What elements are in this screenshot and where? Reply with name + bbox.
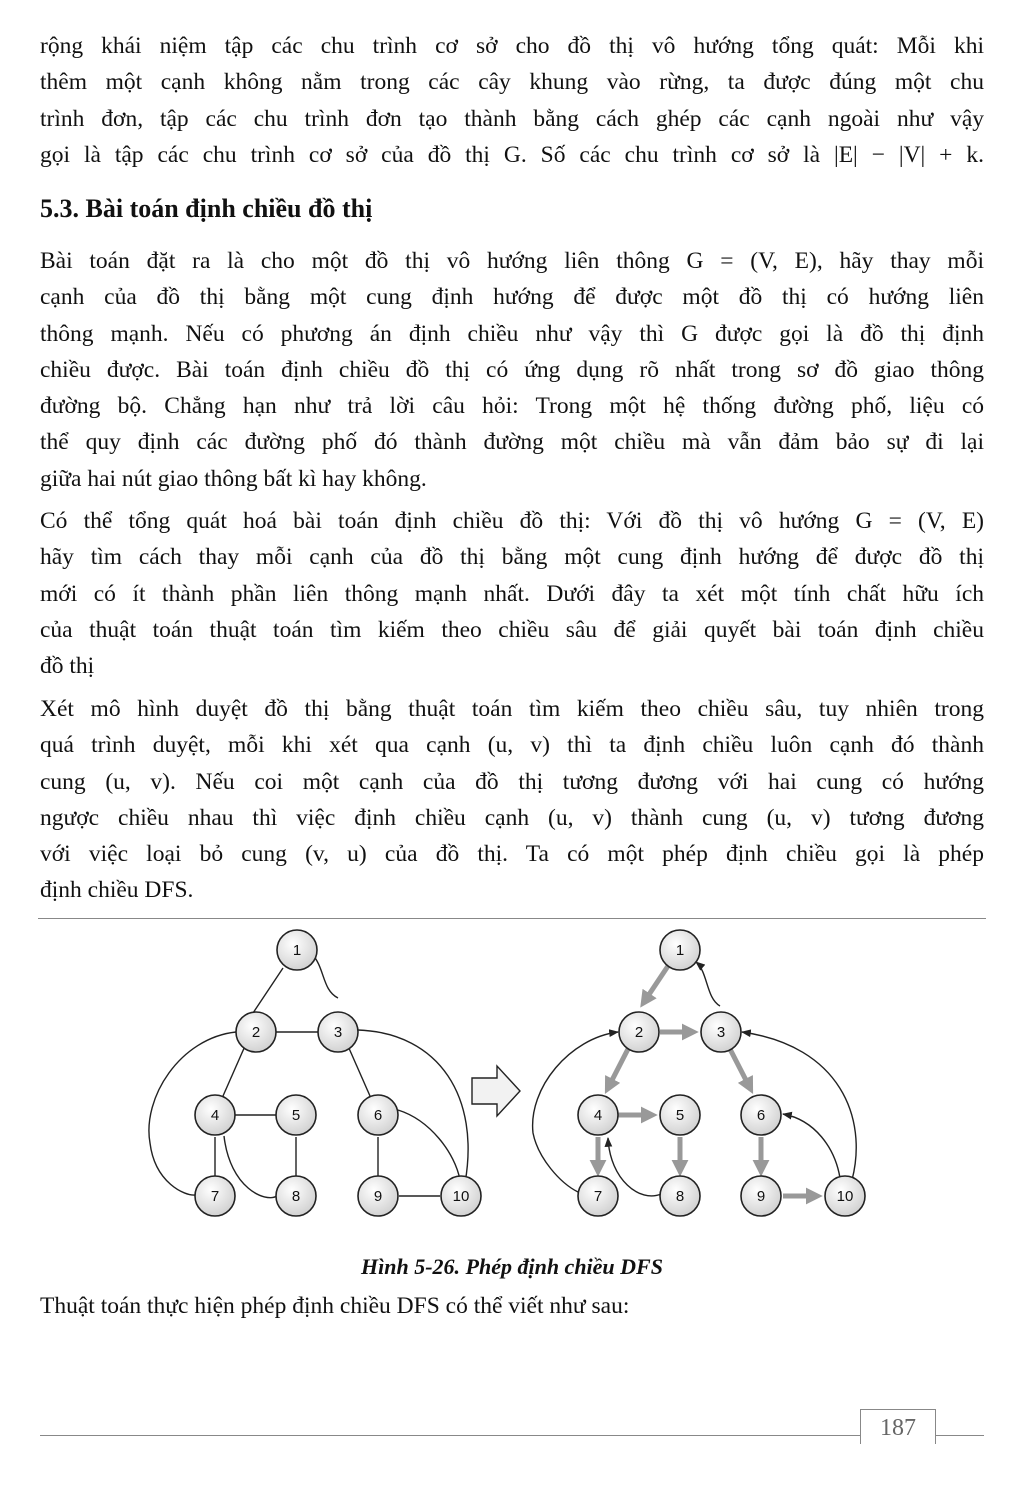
right-node-9 [741, 1176, 781, 1216]
paragraph-problem [40, 243, 984, 497]
right-node-5-label: 5 [675, 1107, 685, 1124]
left-node-10 [441, 1176, 481, 1216]
intro-line-1: rộng khái niệm tập các chu trình cơ sở cho đồ thị vô hướng tổng quát: Mỗi khi [40, 33, 984, 59]
para2-line-4: của thuật toán thuật toán tìm kiếm theo chiều sâu để giải quyết bài toán định chiều [40, 616, 984, 643]
para3-line-2: quá trình duyệt, mỗi khi xét qua cạnh (u, v) thì ta định chiều luôn cạnh đó thành [40, 732, 984, 759]
left-node-10-label: 10 [452, 1188, 470, 1205]
para3-line-5: với việc loại bỏ cung (v, u) của đồ thị. Ta có một phép định chiều gọi là phép [40, 841, 984, 868]
left-node-7-label: 7 [210, 1188, 220, 1205]
para3-line-6: định chiều DFS. [40, 877, 194, 904]
para3-line-4: ngược chiều nhau thì việc định chiều cạnh (u, v) thành cung (u, v) tương đương [40, 804, 984, 831]
intro-line-4: gọi là tập các chu trình cơ sở của đồ thị G. Số các chu trình cơ sở là |E| − |V| + k. [40, 141, 984, 168]
undirected-graph [149, 954, 468, 1198]
intro-line-2: thêm một cạnh không nằm trong các cây khung vào rừng, ta được đúng một chu [40, 69, 984, 96]
para1-line-7: giữa hai nút giao thông bất kì hay không. [40, 465, 427, 492]
oriented-graph-tree-arcs [598, 966, 816, 1196]
para3-line-1: Xét mô hình duyệt đồ thị bằng thuật toán tìm kiếm theo chiều sâu, tuy nhiên trong [40, 696, 984, 722]
left-node-4-label: 4 [210, 1107, 220, 1124]
para1-line-2: cạnh của đồ thị bằng một cung định hướng để được một đồ thị có hướng liên [40, 284, 984, 311]
closing-paragraph [40, 1288, 984, 1324]
para2-line-3: mới có ít thành phần liên thông mạnh nhất. Dưới đây ta xét một tính chất hữu ích [40, 580, 984, 607]
right-node-9-label: 9 [756, 1188, 766, 1205]
right-node-2-label: 2 [634, 1024, 644, 1041]
right-node-6 [741, 1095, 781, 1135]
para2-line-2: hãy tìm cách thay mỗi cạnh của đồ thị bằng một cung định hướng để được đồ thị [40, 544, 984, 571]
left-node-9-label: 9 [373, 1188, 383, 1205]
right-node-1-label: 1 [675, 942, 685, 959]
oriented-graph-nodes [578, 930, 865, 1216]
figure-caption: Hình 5-26. Phép định chiều DFS [361, 1254, 663, 1279]
edge-3-6 [348, 1046, 370, 1096]
right-node-3-label: 3 [716, 1024, 726, 1041]
left-node-5 [276, 1095, 316, 1135]
tree-arc-2-4 [608, 1049, 628, 1088]
left-node-2 [236, 1012, 276, 1052]
para2-line-5: đồ thị [40, 653, 95, 680]
intro-line-3: trình đơn, tập các chu trình đơn tạo thành bằng cách ghép các cạnh ngoài như vậy [40, 105, 984, 132]
right-node-5 [660, 1095, 700, 1135]
transform-arrow-icon [472, 1066, 520, 1116]
footer-rule-right [934, 1435, 984, 1436]
para1-line-6: thể quy định các đường phố đó thành đường một chiều mà vẫn đảm bảo sự đi lại [40, 429, 984, 456]
tree-arc-1-2 [644, 966, 668, 1002]
left-node-6 [358, 1095, 398, 1135]
left-node-8 [276, 1176, 316, 1216]
page-number: 187 [860, 1409, 936, 1444]
figure-top-rule [38, 918, 986, 919]
right-node-4 [578, 1095, 618, 1135]
left-node-9 [358, 1176, 398, 1216]
right-node-1 [660, 930, 700, 970]
edge-6-10 [398, 1110, 460, 1180]
left-node-7 [195, 1176, 235, 1216]
intro-paragraph [40, 28, 984, 173]
para3-line-3: cung (u, v). Nếu coi một cạnh của đồ thị tương đương với hai cung có hướng [40, 768, 984, 795]
right-node-6-label: 6 [756, 1107, 766, 1124]
back-arc-10-6 [783, 1114, 840, 1178]
footer-rule-left [40, 1435, 861, 1436]
right-node-8-label: 8 [675, 1188, 685, 1205]
left-node-8-label: 8 [291, 1188, 301, 1205]
dfs-orientation-figure [140, 928, 900, 1228]
para1-line-4: chiều được. Bài toán định chiều đồ thị có ứng dụng rõ nhất trong sơ đồ giao thông [40, 356, 984, 383]
left-node-2-label: 2 [251, 1024, 261, 1041]
right-node-4-label: 4 [593, 1107, 603, 1124]
para1-line-3: thông mạnh. Nếu có phương án định chiều như vậy thì G được gọi là đồ thị định [40, 320, 984, 347]
oriented-graph-back-arcs [533, 962, 857, 1196]
right-node-8 [660, 1176, 700, 1216]
edge-2-4 [223, 1046, 245, 1096]
right-node-7-label: 7 [593, 1188, 603, 1205]
left-node-3 [318, 1012, 358, 1052]
paragraph-dfs-orientation [40, 691, 984, 909]
left-node-1 [277, 930, 317, 970]
left-node-4 [195, 1095, 235, 1135]
left-node-6-label: 6 [373, 1107, 383, 1124]
right-node-2 [619, 1012, 659, 1052]
para2-line-1: Có thể tổng quát hoá bài toán định chiều đồ thị: Với đồ thị vô hướng G = (V, E) [40, 508, 984, 534]
left-node-5-label: 5 [291, 1107, 301, 1124]
paragraph-generalization [40, 503, 984, 684]
closing-line: Thuật toán thực hiện phép định chiều DFS có thể viết như sau: [40, 1293, 630, 1319]
undirected-graph-nodes [195, 930, 481, 1216]
back-arc-3-1 [696, 962, 720, 1006]
tree-arc-3-6 [730, 1049, 750, 1088]
edge-1-3 [312, 954, 338, 998]
left-node-1-label: 1 [292, 942, 302, 959]
para1-line-1: Bài toán đặt ra là cho một đồ thị vô hướng liên thông G = (V, E), hãy thay mỗi [40, 248, 984, 274]
section-title: 5.3. Bài toán định chiều đồ thị [40, 194, 373, 223]
para1-line-5: đường bộ. Chẳng hạn như trả lời câu hỏi: Trong một hệ thống đường phố, liệu có [40, 393, 984, 420]
right-node-10-label: 10 [836, 1188, 854, 1205]
left-node-3-label: 3 [333, 1024, 343, 1041]
right-node-10 [825, 1176, 865, 1216]
right-node-3 [701, 1012, 741, 1052]
right-node-7 [578, 1176, 618, 1216]
